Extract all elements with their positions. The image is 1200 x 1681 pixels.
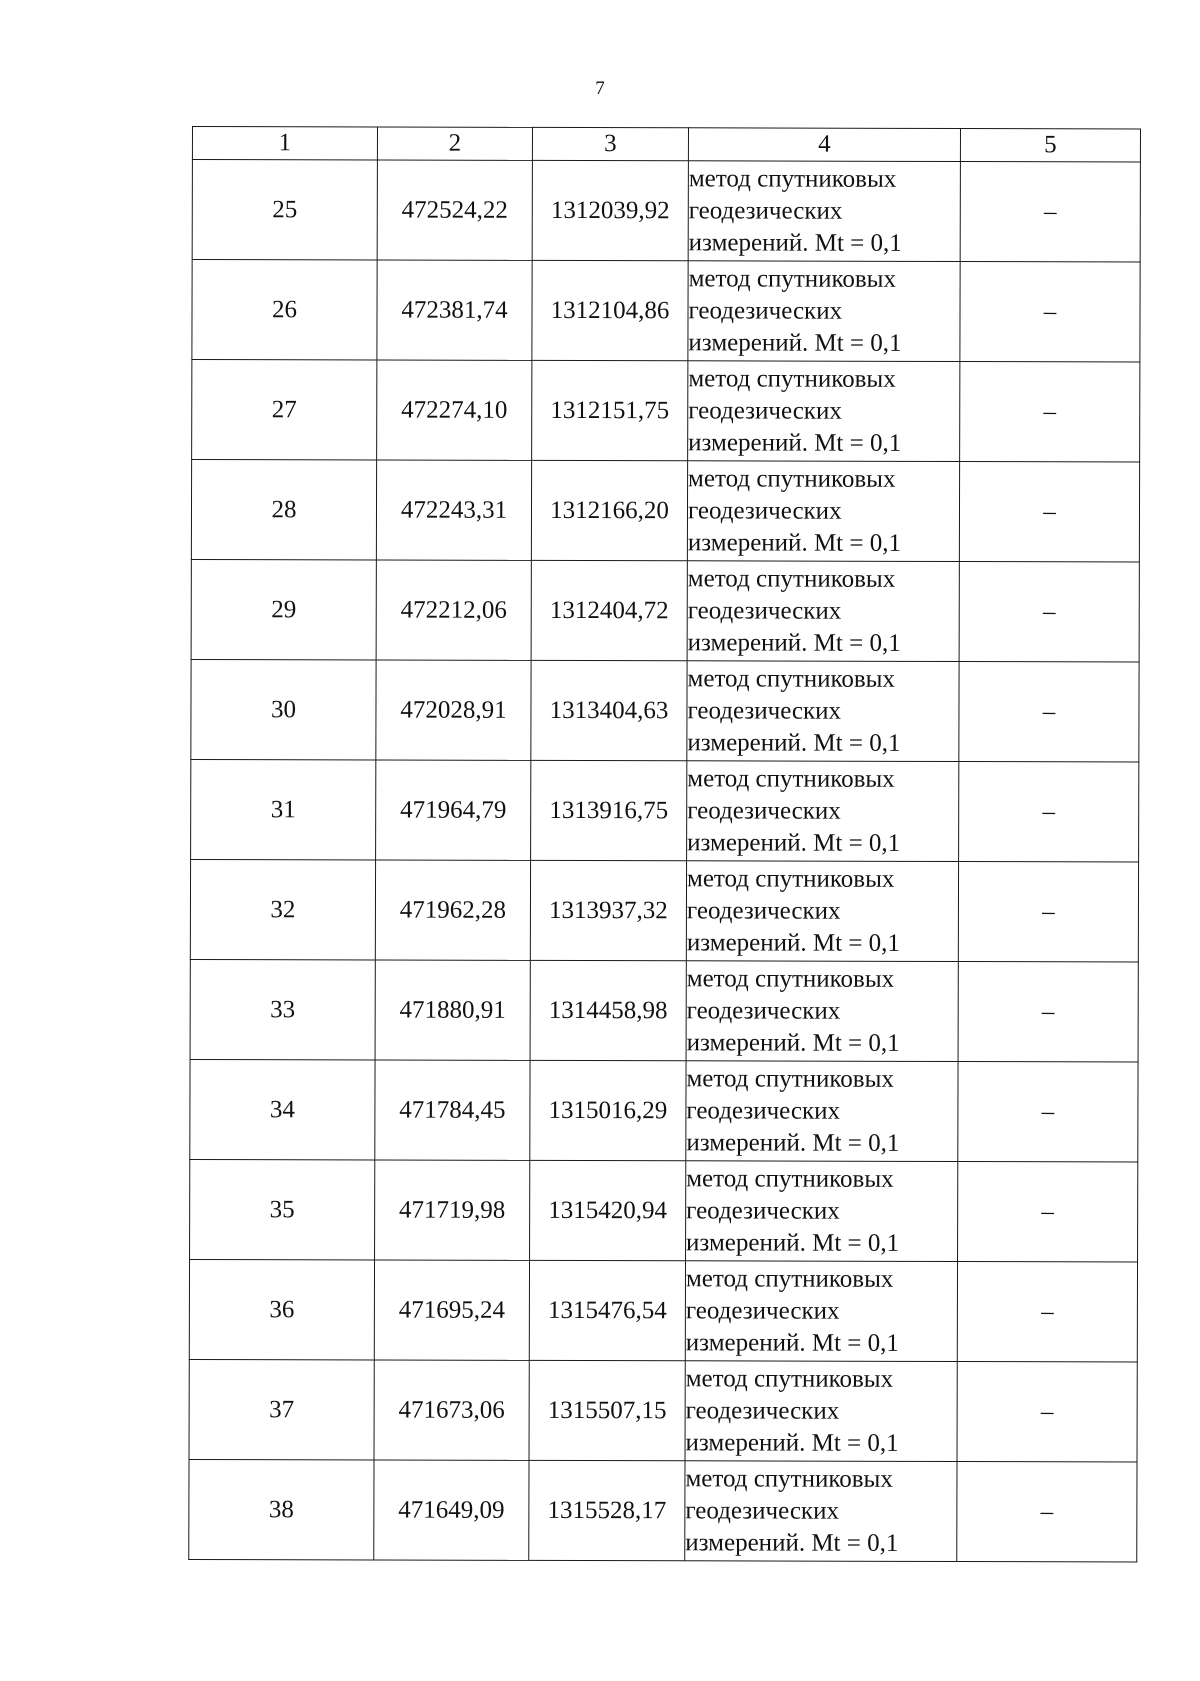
- method-line: геодезических: [687, 496, 842, 525]
- method-line: геодезических: [688, 196, 843, 225]
- y-coordinate-cell: 1315420,94: [530, 1160, 686, 1260]
- note-cell: –: [959, 562, 1139, 662]
- point-number-cell: 36: [189, 1259, 374, 1359]
- y-coordinate-cell: 1313937,32: [530, 860, 686, 960]
- method-line: геодезических: [685, 1396, 840, 1425]
- method-cell: [686, 1161, 958, 1262]
- table-row: [190, 1059, 1138, 1161]
- note-cell: –: [958, 862, 1138, 962]
- table-row: [192, 160, 1140, 262]
- method-cell: [688, 261, 960, 362]
- x-coordinate-cell: 471964,79: [376, 760, 531, 860]
- header-col-5: 5: [960, 129, 1140, 162]
- point-number-cell: 30: [191, 659, 376, 759]
- method-cell: [686, 861, 958, 962]
- note-cell: –: [958, 1162, 1138, 1262]
- method-line: геодезических: [687, 596, 842, 625]
- method-line: метод спутниковых: [688, 364, 896, 393]
- point-number-cell: 29: [191, 559, 376, 659]
- method-line: метод спутниковых: [685, 1364, 894, 1393]
- method-line: измерений. Mt = 0,1: [685, 1328, 899, 1357]
- method-cell: [688, 361, 960, 462]
- method-cell: [685, 1361, 957, 1462]
- y-coordinate-cell: 1315016,29: [530, 1060, 686, 1160]
- method-line: измерений. Mt = 0,1: [688, 328, 902, 357]
- table-row: [191, 659, 1139, 761]
- method-line: геодезических: [686, 1196, 840, 1225]
- method-line: геодезических: [687, 796, 841, 825]
- method-line: метод спутниковых: [687, 564, 896, 593]
- method-line: геодезических: [688, 296, 843, 325]
- method-line: геодезических: [688, 396, 842, 425]
- method-line: измерений. Mt = 0,1: [687, 628, 901, 657]
- method-cell: [688, 161, 960, 262]
- point-number-cell: 26: [192, 260, 377, 360]
- x-coordinate-cell: 471719,98: [375, 1160, 530, 1260]
- method-line: измерений. Mt = 0,1: [685, 1528, 899, 1557]
- method-line: метод спутниковых: [688, 264, 897, 293]
- method-line: измерений. Mt = 0,1: [688, 228, 902, 257]
- method-line: измерений. Mt = 0,1: [687, 728, 901, 757]
- method-line: метод спутниковых: [686, 964, 895, 993]
- table-header: [192, 127, 1140, 162]
- y-coordinate-cell: 1315476,54: [529, 1260, 685, 1360]
- method-line: метод спутниковых: [685, 1464, 893, 1493]
- method-cell: [685, 1461, 957, 1562]
- method-line: метод спутниковых: [688, 464, 896, 493]
- method-cell: [687, 661, 959, 762]
- point-number-cell: 28: [191, 460, 376, 560]
- x-coordinate-cell: 472028,91: [376, 660, 531, 760]
- method-line: метод спутниковых: [687, 764, 895, 793]
- method-line: геодезических: [686, 1096, 841, 1125]
- y-coordinate-cell: 1312404,72: [531, 560, 687, 660]
- y-coordinate-cell: 1312104,86: [532, 260, 688, 360]
- table-row: [189, 1359, 1137, 1461]
- table-row: [190, 859, 1138, 961]
- note-cell: –: [959, 462, 1139, 562]
- table-row: [190, 1159, 1138, 1261]
- x-coordinate-cell: 472274,10: [377, 360, 532, 460]
- method-line: метод спутниковых: [686, 1164, 894, 1193]
- method-line: измерений. Mt = 0,1: [687, 528, 902, 557]
- note-cell: –: [957, 1262, 1137, 1362]
- method-cell: [687, 561, 959, 662]
- note-cell: –: [960, 262, 1140, 362]
- point-number-cell: 27: [192, 360, 377, 460]
- x-coordinate-cell: 472212,06: [376, 560, 531, 660]
- table-row: [191, 559, 1139, 661]
- point-number-cell: 32: [190, 859, 375, 959]
- method-line: измерений. Mt = 0,1: [686, 1128, 900, 1157]
- method-cell: [686, 1061, 958, 1162]
- method-line: измерений. Mt = 0,1: [686, 928, 900, 957]
- point-number-cell: 25: [192, 160, 377, 260]
- method-cell: [687, 461, 959, 562]
- method-cell: [686, 961, 958, 1062]
- method-line: метод спутниковых: [688, 164, 897, 193]
- y-coordinate-cell: 1315507,15: [529, 1360, 685, 1460]
- method-cell: [685, 1261, 957, 1362]
- point-number-cell: 38: [189, 1459, 374, 1559]
- note-cell: –: [960, 162, 1140, 262]
- note-cell: –: [959, 662, 1139, 762]
- point-number-cell: 31: [191, 759, 376, 859]
- note-cell: –: [957, 1362, 1137, 1462]
- method-line: измерений. Mt = 0,1: [686, 1028, 900, 1057]
- note-cell: –: [958, 962, 1138, 1062]
- table-body: [189, 160, 1141, 1562]
- y-coordinate-cell: 1313916,75: [531, 760, 687, 860]
- x-coordinate-cell: 472524,22: [377, 160, 532, 260]
- header-col-3: 3: [532, 127, 688, 160]
- note-cell: –: [960, 362, 1140, 462]
- x-coordinate-cell: 471673,06: [374, 1360, 529, 1460]
- x-coordinate-cell: 471695,24: [374, 1260, 529, 1360]
- header-row: [192, 127, 1140, 162]
- point-number-cell: 33: [190, 959, 375, 1059]
- x-coordinate-cell: 472381,74: [377, 260, 532, 360]
- point-number-cell: 34: [190, 1059, 375, 1159]
- header-col-1: 1: [192, 127, 377, 160]
- note-cell: –: [957, 1462, 1137, 1562]
- method-line: геодезических: [685, 1496, 840, 1525]
- method-line: геодезических: [687, 696, 842, 725]
- header-col-4: 4: [688, 128, 960, 162]
- table-row: [192, 360, 1140, 462]
- method-line: измерений. Mt = 0,1: [688, 428, 902, 457]
- table-row: [192, 260, 1140, 362]
- page-number: 7: [595, 78, 605, 99]
- method-cell: [687, 761, 959, 862]
- method-line: измерений. Mt = 0,1: [685, 1428, 899, 1457]
- y-coordinate-cell: 1312151,75: [532, 360, 688, 460]
- y-coordinate-cell: 1312166,20: [531, 460, 687, 560]
- x-coordinate-cell: 471649,09: [374, 1460, 529, 1560]
- x-coordinate-cell: 471880,91: [375, 960, 530, 1060]
- table-row: [191, 759, 1139, 861]
- x-coordinate-cell: 471962,28: [375, 860, 530, 960]
- method-line: метод спутниковых: [685, 1264, 894, 1293]
- table-row: [189, 1259, 1137, 1361]
- table-row: [190, 959, 1138, 1061]
- point-number-cell: 37: [189, 1359, 374, 1459]
- x-coordinate-cell: 471784,45: [375, 1060, 530, 1160]
- method-line: измерений. Mt = 0,1: [686, 1228, 900, 1257]
- y-coordinate-cell: 1315528,17: [529, 1460, 685, 1560]
- coordinates-table: [188, 126, 1141, 1562]
- point-number-cell: 35: [190, 1159, 375, 1259]
- note-cell: –: [958, 1062, 1138, 1162]
- method-line: метод спутниковых: [687, 664, 895, 693]
- method-line: геодезических: [686, 896, 841, 925]
- y-coordinate-cell: 1312039,92: [532, 160, 688, 260]
- method-line: метод спутниковых: [686, 864, 895, 893]
- method-line: измерений. Mt = 0,1: [687, 828, 901, 857]
- header-col-2: 2: [377, 127, 532, 160]
- method-line: метод спутниковых: [686, 1064, 894, 1093]
- y-coordinate-cell: 1313404,63: [531, 660, 687, 760]
- table-row: [191, 460, 1139, 562]
- y-coordinate-cell: 1314458,98: [530, 960, 686, 1060]
- method-line: геодезических: [685, 1296, 840, 1325]
- table-row: [189, 1459, 1137, 1561]
- note-cell: –: [959, 762, 1139, 862]
- method-line: геодезических: [686, 996, 841, 1025]
- x-coordinate-cell: 472243,31: [376, 460, 531, 560]
